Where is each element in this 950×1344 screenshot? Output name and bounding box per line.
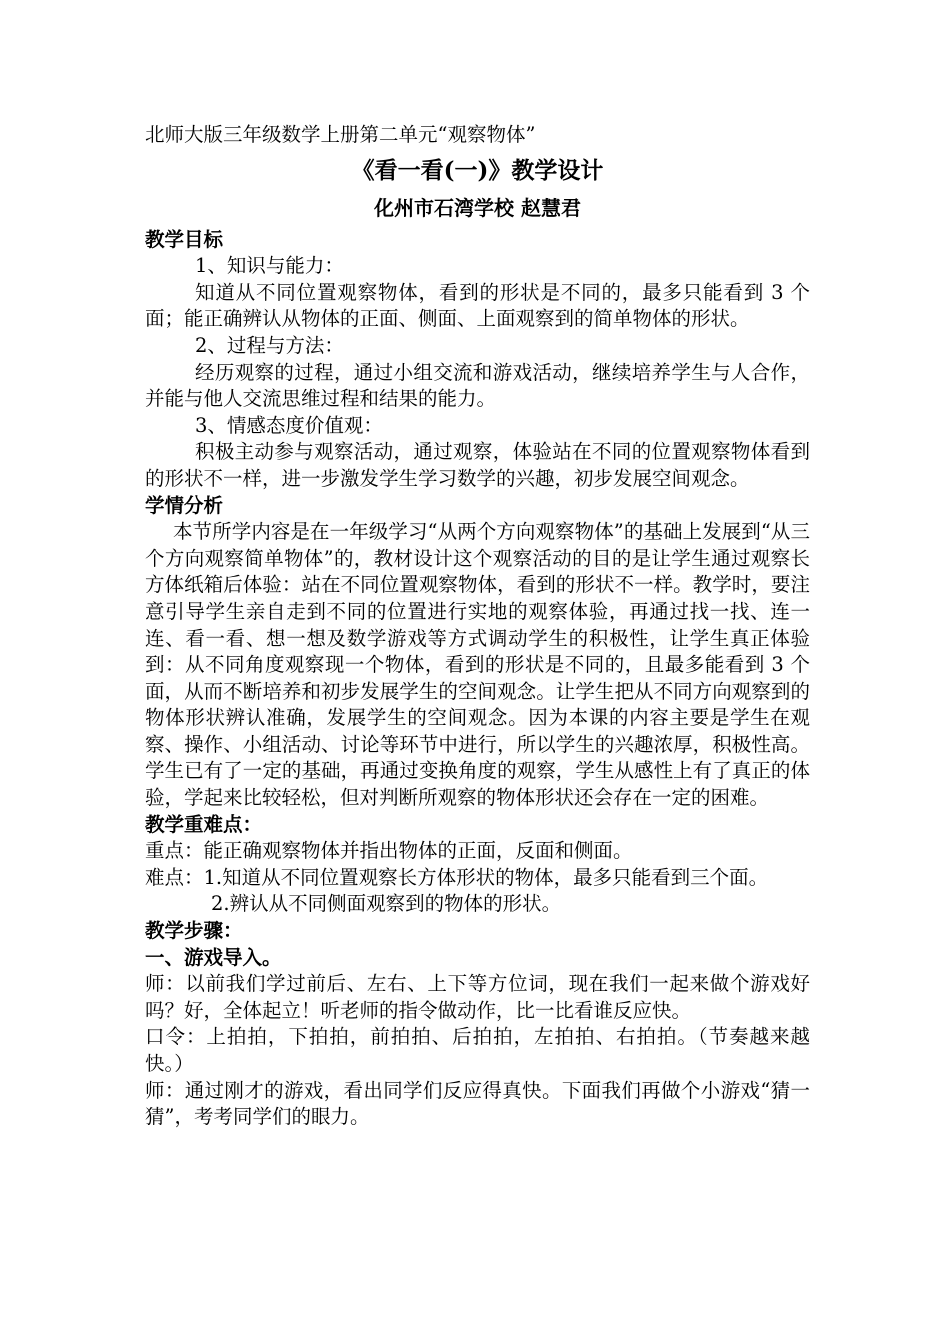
goal-knowledge-text: 知道从不同位置观察物体，看到的形状是不同的，最多只能看到 3 个面；能正确辨认从物体的正面、侧面、上面观察到的简单物体的形状。 xyxy=(145,280,810,331)
analysis-heading: 学情分析 xyxy=(145,493,224,517)
document-subtitle: 北师大版三年级数学上册第二单元“观察物体” xyxy=(145,123,536,146)
keypoints-difficulty-1: 难点：1.知道从不同位置观察长方体形状的物体，最多只能看到三个面。 xyxy=(145,865,769,889)
goal-emotion-heading: 3、情感态度价值观： xyxy=(195,413,383,437)
steps-paragraph-3: 师：通过刚才的游戏，看出同学们反应得真快。下面我们再做个小游戏“猜一猜”，考考同学们的眼力。 xyxy=(145,1078,810,1129)
document-body xyxy=(145,122,810,1131)
steps-part1-heading: 一、游戏导入。 xyxy=(145,945,282,969)
document-title: 《看一看(一)》教学设计 xyxy=(351,156,604,184)
goal-emotion-text: 积极主动参与观察活动，通过观察，体验站在不同的位置观察物体看到的形状不一样，进一步激发学生学习数学的兴趣，初步发展空间观念。 xyxy=(145,440,810,490)
goal-process-text: 经历观察的过程，通过小组交流和游戏活动，继续培养学生与人合作，并能与他人交流思维过程和结果的能力。 xyxy=(145,360,810,411)
goals-heading: 教学目标 xyxy=(145,227,224,251)
keypoints-difficulty-2: 2.辨认从不同侧面观察到的物体的形状。 xyxy=(211,892,562,916)
document-author: 化州市石湾学校 赵慧君 xyxy=(374,195,581,220)
steps-paragraph-1: 师：以前我们学过前后、左右、上下等方位词，现在我们一起来做个游戏好吗？好，全体起立！听老师的指令做动作，比一比看谁反应快。 xyxy=(145,972,810,1022)
goal-knowledge-heading: 1、知识与能力： xyxy=(195,254,344,278)
keypoints-focus: 重点：能正确观察物体并指出物体的正面，反面和侧面。 xyxy=(145,839,633,863)
analysis-text: 本节所学内容是在一年级学习“从两个方向观察物体”的基础上发展到“从三个方向观察简单物体”的，教材设计这个观察活动的目的是让学生通过观察长方体纸箱后体验：站在不同位置观察物体，看到的形状不一样。教学时，要注意引导学生亲自走到不同的位置进行实地的观察体验，再通过找一找、连一连、看一看、想一想及数学游戏等方式调动学生的积极性，让学生真正体验到：从不同角度观察现一个物体，看到的形状是不同的，且最多能看到 3 个面，从而不断培养和初步发展学生的空间观念。让学生把从不同方向观察到的物体形状辨认准确，发展学生的空间观念。因为本课的内容主要是学生在观察、操作、小组活动、讨论等环节中进行，所以学生的兴趣浓厚，积极性高。学生已有了一定的基础，再通过变换角度的观察，学生从感性上有了真正的体验，学起来比较轻松，但对判断所观察的物体形状还会存在一定的困难。 xyxy=(145,520,810,810)
goal-process-heading: 2、过程与方法： xyxy=(195,333,344,357)
steps-heading: 教学步骤： xyxy=(145,919,243,943)
steps-paragraph-2: 口令：上拍拍，下拍拍，前拍拍、后拍拍，左拍拍、右拍拍。（节奏越来越快。） xyxy=(145,1025,810,1075)
keypoints-heading: 教学重难点： xyxy=(145,812,263,836)
